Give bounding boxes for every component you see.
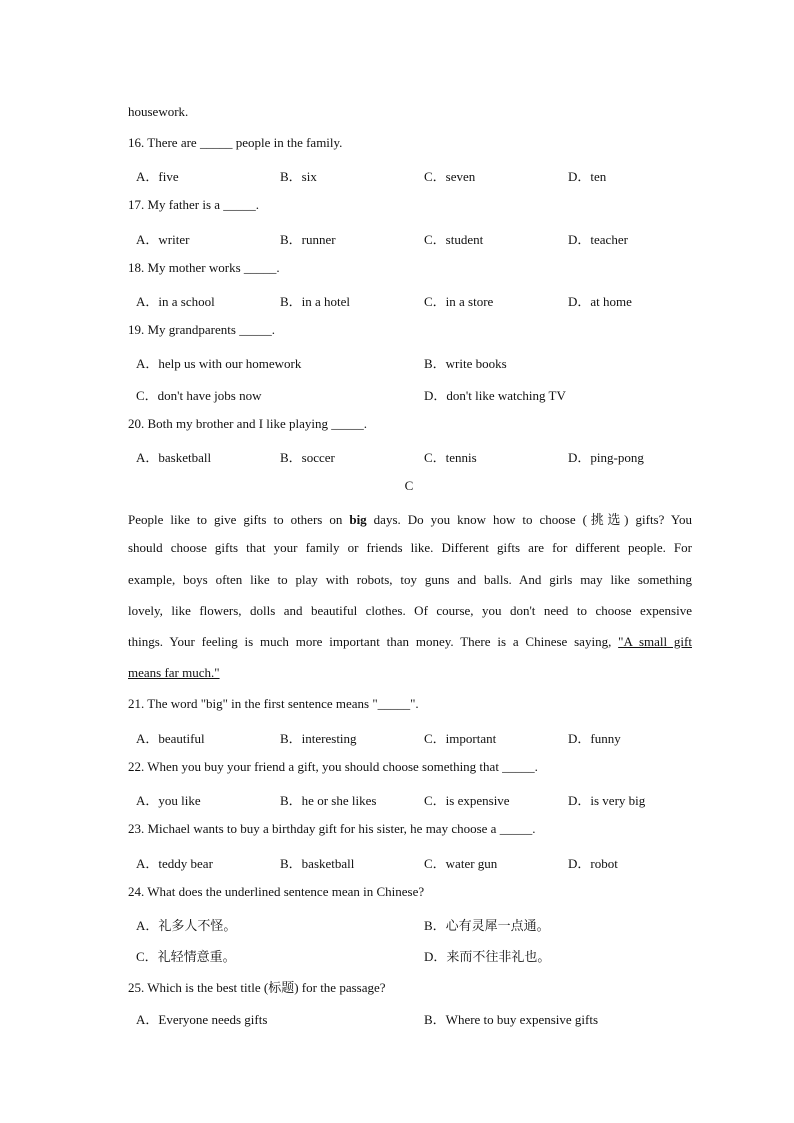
question-stem: When you buy your friend a gift, you should choose something that _____. bbox=[147, 759, 538, 774]
question-number: 20. bbox=[128, 416, 145, 431]
question-stem: Which is the best title (标题) for the passage? bbox=[147, 980, 386, 995]
option-a[interactable]: A．help us with our homework bbox=[136, 356, 302, 371]
underlined-sentence: means far much." bbox=[128, 665, 220, 680]
option-a[interactable]: A．in a school bbox=[136, 294, 215, 309]
option-c[interactable]: C．water gun bbox=[424, 856, 498, 871]
option-b[interactable]: B．basketball bbox=[280, 856, 355, 871]
question-21 bbox=[128, 696, 419, 712]
option-b[interactable]: B．in a hotel bbox=[280, 294, 351, 309]
option-b[interactable]: B．write books bbox=[424, 356, 507, 371]
option-b[interactable]: B．he or she likes bbox=[280, 793, 377, 808]
option-c[interactable]: C．important bbox=[424, 731, 497, 746]
question-stem: My father is a _____. bbox=[147, 197, 260, 212]
option-c[interactable]: C．in a store bbox=[424, 294, 494, 309]
option-b[interactable]: B．interesting bbox=[280, 731, 357, 746]
passage-line: example, boys often like to play with robots, toy guns and balls. And girls may like something bbox=[128, 572, 692, 587]
option-c[interactable]: C．is expensive bbox=[424, 793, 510, 808]
option-d[interactable]: D．don't like watching TV bbox=[424, 388, 566, 403]
question-20 bbox=[128, 416, 367, 432]
question-19 bbox=[128, 322, 275, 338]
passage-line: things. Your feeling is much more important than money. There is a Chinese saying, "A small gift bbox=[128, 634, 692, 649]
question-number: 21. bbox=[128, 696, 145, 711]
option-c[interactable]: C．tennis bbox=[424, 450, 477, 465]
option-a[interactable]: A．writer bbox=[136, 232, 190, 247]
option-a[interactable]: A．beautiful bbox=[136, 731, 205, 746]
question-17 bbox=[128, 197, 259, 213]
option-d[interactable]: D．来而不往非礼也。 bbox=[424, 949, 551, 964]
question-number: 23. bbox=[128, 821, 145, 836]
question-number: 25. bbox=[128, 980, 145, 995]
option-d[interactable]: D．at home bbox=[568, 294, 632, 309]
question-number: 19. bbox=[128, 322, 145, 337]
underlined-sentence: "A small gift bbox=[618, 634, 692, 649]
question-22 bbox=[128, 759, 538, 775]
question-23 bbox=[128, 821, 535, 837]
question-18 bbox=[128, 260, 280, 276]
option-b[interactable]: B．心有灵犀一点通。 bbox=[424, 918, 550, 933]
option-b[interactable]: B．six bbox=[280, 169, 317, 184]
option-c[interactable]: C．student bbox=[424, 232, 484, 247]
option-a[interactable]: A．five bbox=[136, 169, 179, 184]
passage-line: People like to give gifts to others on big days. Do you know how to choose (挑选) gifts? You bbox=[128, 512, 692, 527]
option-c[interactable]: C．seven bbox=[424, 169, 476, 184]
question-number: 22. bbox=[128, 759, 145, 774]
option-b[interactable]: B．runner bbox=[280, 232, 336, 247]
bold-word: big bbox=[349, 512, 367, 527]
option-b[interactable]: B．Where to buy expensive gifts bbox=[424, 1012, 599, 1027]
option-a[interactable]: A．teddy bear bbox=[136, 856, 213, 871]
passage-line: lovely, like flowers, dolls and beautiful clothes. Of course, you don't need to choose expensive bbox=[128, 603, 692, 618]
question-stem: There are _____ people in the family. bbox=[147, 135, 343, 150]
passage-line: should choose gifts that your family or friends like. Different gifts are for different people. For bbox=[128, 540, 692, 555]
option-a[interactable]: A．礼多人不怪。 bbox=[136, 918, 237, 933]
question-stem: Both my brother and I like playing _____. bbox=[147, 416, 368, 431]
option-c[interactable]: C．don't have jobs now bbox=[136, 388, 262, 403]
option-a[interactable]: A．you like bbox=[136, 793, 201, 808]
question-number: 17. bbox=[128, 197, 145, 212]
option-d[interactable]: D．ten bbox=[568, 169, 607, 184]
question-stem: The word "big" in the first sentence means "_____". bbox=[147, 696, 419, 711]
question-stem: What does the underlined sentence mean in Chinese? bbox=[147, 884, 425, 899]
question-stem: My mother works _____. bbox=[147, 260, 280, 275]
question-24 bbox=[128, 884, 424, 900]
option-d[interactable]: D．ping-pong bbox=[568, 450, 644, 465]
question-number: 24. bbox=[128, 884, 145, 899]
option-d[interactable]: D．teacher bbox=[568, 232, 628, 247]
option-d[interactable]: D．is very big bbox=[568, 793, 646, 808]
question-number: 18. bbox=[128, 260, 145, 275]
option-a[interactable]: A．basketball bbox=[136, 450, 212, 465]
section-heading: C bbox=[404, 478, 414, 493]
question-25 bbox=[128, 977, 386, 996]
intro-tail: housework. bbox=[128, 104, 189, 119]
option-c[interactable]: C．礼轻情意重。 bbox=[136, 949, 236, 964]
question-stem: My grandparents _____. bbox=[147, 322, 275, 337]
option-d[interactable]: D．funny bbox=[568, 731, 621, 746]
option-d[interactable]: D．robot bbox=[568, 856, 618, 871]
question-16 bbox=[128, 135, 342, 151]
option-a[interactable]: A．Everyone needs gifts bbox=[136, 1012, 268, 1027]
passage-line bbox=[128, 665, 220, 681]
question-number: 16. bbox=[128, 135, 145, 150]
question-stem: Michael wants to buy a birthday gift for his sister, he may choose a _____. bbox=[147, 821, 536, 836]
option-b[interactable]: B．soccer bbox=[280, 450, 335, 465]
